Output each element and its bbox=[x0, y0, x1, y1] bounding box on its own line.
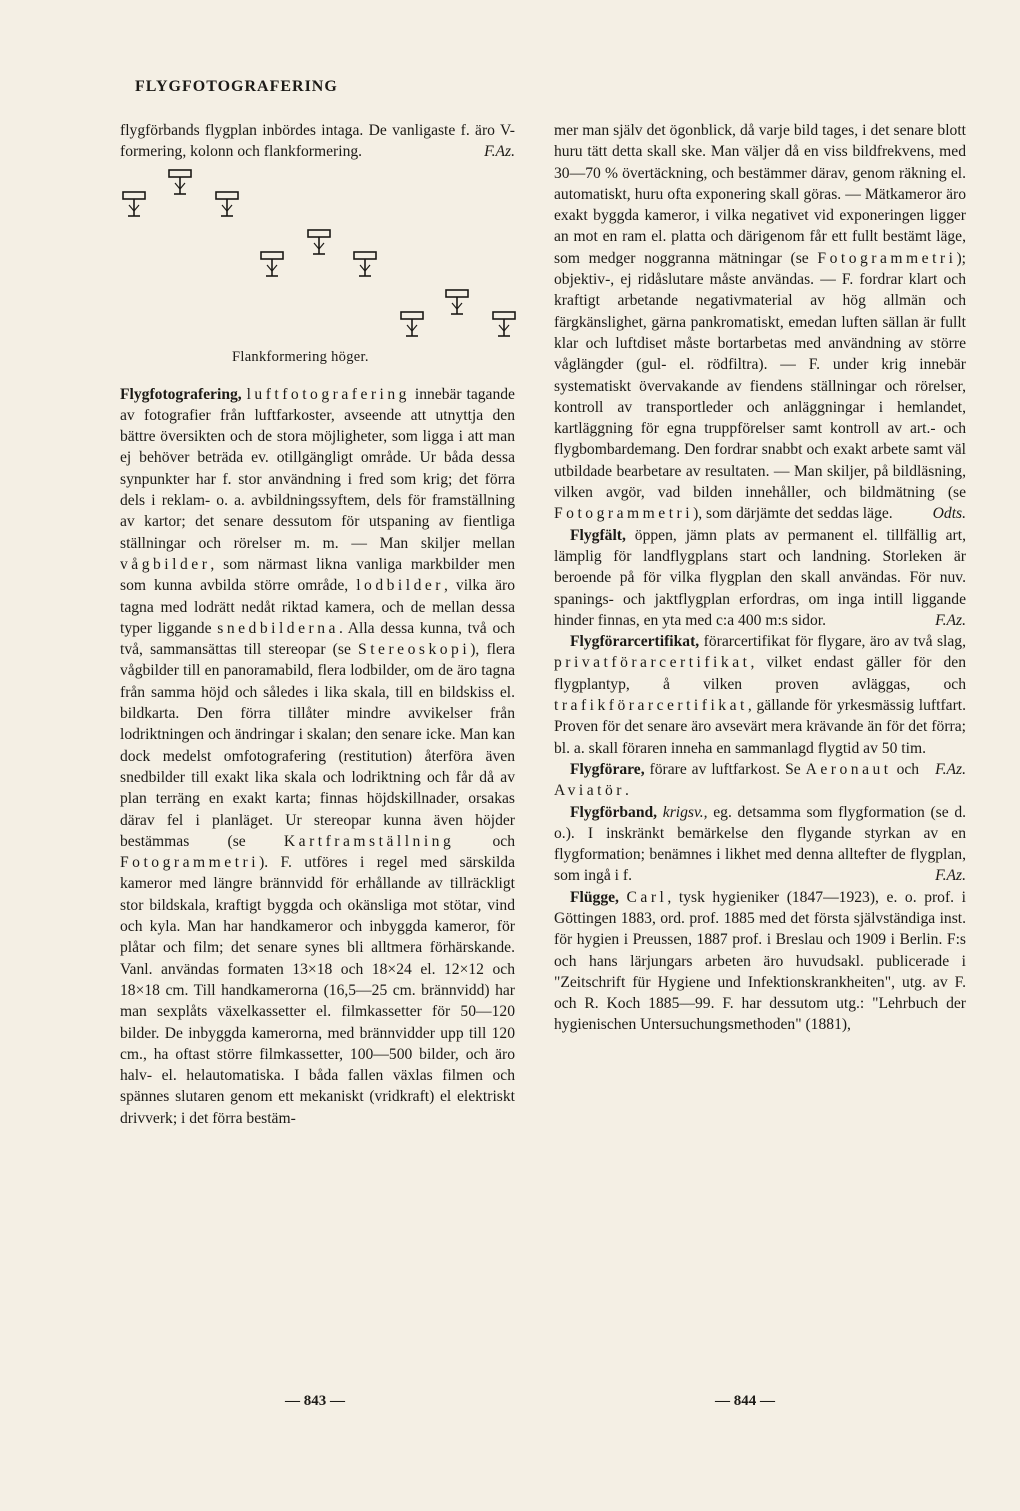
running-header: FLYGFOTOGRAFERING bbox=[135, 78, 338, 95]
entry-headword: Flügge, bbox=[570, 888, 619, 906]
airplane-icon bbox=[445, 289, 469, 319]
airplane-icon bbox=[353, 251, 377, 281]
entry-headword: Flygfotografering, bbox=[120, 385, 242, 403]
author-signature: F.Az. bbox=[935, 867, 966, 885]
airplane-icon bbox=[492, 311, 516, 341]
flank-formation-figure bbox=[120, 169, 515, 374]
entry-headword: Flygfält, bbox=[570, 526, 626, 544]
entry-headword: Flygförare, bbox=[570, 760, 645, 778]
right-column bbox=[554, 120, 966, 1036]
author-signature: F.Az. bbox=[484, 143, 515, 161]
author-signature: F.Az. bbox=[935, 611, 966, 629]
entry-headword: Flygförband, bbox=[570, 803, 658, 821]
intro-paragraph: flygförbands flygplan inbördes intaga. De vanligaste f. äro V-formering, kolonn och flankformering. F.Az. bbox=[120, 120, 515, 163]
airplane-icon bbox=[400, 311, 424, 341]
page-number-right: — 844 — bbox=[715, 1393, 775, 1409]
airplane-icon bbox=[168, 169, 192, 199]
left-column bbox=[120, 120, 515, 1129]
airplane-icon bbox=[215, 191, 239, 221]
entry-flygforare: Flygförare, förare av luftfarkost. Se Aeronaut och Aviatör. bbox=[554, 760, 920, 800]
airplane-icon bbox=[307, 229, 331, 259]
page-number-left: — 843 — bbox=[285, 1393, 345, 1409]
entry-flugge: Flügge, Carl, tysk hygieniker (1847—1923), e. o. prof. i Göttingen 1883, ord. prof. 1885 med det första självständiga inst. för hygien i Preussen, 1887 prof. i Breslau och 1909 i Berlin. F:s och hans lärjungars arbeten äro huvudsakl. publicerade i "Zeitschrift für Hygiene und Infektionskrankheiten", utg. av F. och R. Koch 1885—99. F. har dessutom utg.: "Lehrbuch der hygienischen Untersuchungsmethoden" (1881), bbox=[554, 888, 966, 1034]
airplane-icon bbox=[122, 191, 146, 221]
entry-flygfalt: Flygfält, öppen, jämn plats av permanent el. tillfällig art, lämplig för landflygplans start och landning. Storleken är beroende på för vilka flygplan den skall användas. För nuv. spanings- och jaktflygplan erfordras, om inga intill liggande hinder finnas, en yta med c:a 400 m:s sidor. F.Az. bbox=[554, 525, 966, 631]
entry-flygforarcertifikat: Flygförarcertifikat, förarcertifikat för flygare, äro av två slag, privatförarcertifikat, vilket endast gäller för den flygplantyp, å vilken proven avläggas, och trafikförarcertifikat, gällande för yrkesmässig luftfart. Proven för det senare äro avsevärt mera krävande än för det förra; bl. a. skall föraren inneha en sammanlagd flygtid av 50 tim. F.Az. bbox=[554, 631, 966, 759]
airplane-icon bbox=[260, 251, 284, 281]
entry-flygforband: Flygförband, krigsv., eg. detsamma som flygformation (se d. o.). I inskränkt bemärkelse den flygande styrkan av en flygformation; benämnes i likhet med denna alltefter de flygplan, som ingå i f. F.Az. bbox=[554, 802, 966, 887]
entry-flygfotografering: Flygfotografering, luftfotografering innebär tagande av fotografier från luftfarkoster, avseende att utnyttja den bättre översikten och de stora möjligheter, som ligga i att man ej behöver beträda ev. otillgängligt område. Ur båda dessa synpunkter har f. stor användning i fred som krig; det förra dels i reklam- o. a. avbildningssyftem, dels för framställning av kartor; det senare dessutom för utspaning av fientliga ställningar och rörelser m. m. — Man skiljer mellan vågbilder, som närmast likna vanliga markbilder men som kunna avbilda större område, lodbilder, vilka äro tagna med lodrätt nedåt riktad kamera, och de mellan dessa typer liggande snedbilderna. Alla dessa kunna, två och två, sammansättas till stereopar (se Stereoskopi), flera vågbilder till en panoramabild, flera lodbilder, om de äro tagna från samma höjd och således i lika skala, till en bildskiss el. bildkarta. Den förra tillåter mindre avvikelser från lodriktningen och ändringar i skalan; den senare icke. Man kan dock medelst omfotografering (restitution) återföra även snedbilder till exakt lika skala och lodriktning och får då av plan terräng en exakt karta; finnas höjdskillnader, orsakas därav fel i planläget. Ur stereopar kunna även höjder bestämmas (se Kartframställning och Fotogrammetri). F. utföres i regel med särskilda kameror med längre brännvidd för erhållande av tillräckligt stor bildskala, kraftigt byggda och okänsliga mot stötar, vind och kyla. Man har handkameror och inbyggda kameror, för plåtar och film; det senare synes bli alltmera förhärskande. Vanl. användas formaten 13×18 och 18×24 el. 12×12 och 18×18 cm. Till handkamerorna (16,5—25 cm. brännvidd) har man sexplåts växelkassetter el. filmkassetter för 50—120 bilder. De inbyggda kamerorna, med brännvidder upp till 120 cm., ha oftast större filmkassetter, 100—500 bilder, och äro halv- el. helautomatiska. I båda fallen växlas filmen och spännes slutaren genom ett mekaniskt (vridkraft) el elektriskt drivverk; i det förra bestäm- bbox=[120, 385, 516, 1127]
continuation-paragraph: mer man själv det ögonblick, då varje bild tages, i det senare blott huru tätt detta skall ske. Man väljer då en viss bildfrekvens, med 30—70 % övertäckning, och bestämmer därav, genom räkning el. automatiskt, huru ofta exponering skall göras. — Mätkameror äro exakt byggda kameror, i vilka negativet vid exponeringen ligger an mot en ram el. platta och därigenom får ett fullt bestämt läge, som medger noggranna mätningar (se Fotogrammetri); objektiv-, ej ridåslutare måste användas. — F. fordrar klart och kraftigt arbetande negativmaterial av hög allmän och färgkänslighet, gärna pankromatiskt, emedan luften sällan är fullt klar och luftdiset måste bortarbetas med användning av större våglängder (gul- el. rödfiltra). — F. under krig innebär systematiskt övervakande av fiendens ställningar och rörelser, kontroll av transportleder och anläggningar i hemlandet, kartläggning för egna truppförelser samt kontroll av art.- och flygbombardemang. Den fordrar snabbt och exakt arbete samt väl utbildade bearbetare av resultaten. — Man skiljer, på bildläsning, vilken avgör, vad bilden innehåller, och bildmätning (se Fotogrammetri), som därjämte det seddas läge. Odts. bbox=[554, 120, 966, 525]
author-signature: Odts. bbox=[932, 505, 966, 523]
figure-caption: Flankformering höger. bbox=[232, 348, 369, 365]
entry-headword: Flygförarcertifikat, bbox=[570, 633, 700, 651]
author-signature: F.Az. bbox=[935, 760, 966, 778]
